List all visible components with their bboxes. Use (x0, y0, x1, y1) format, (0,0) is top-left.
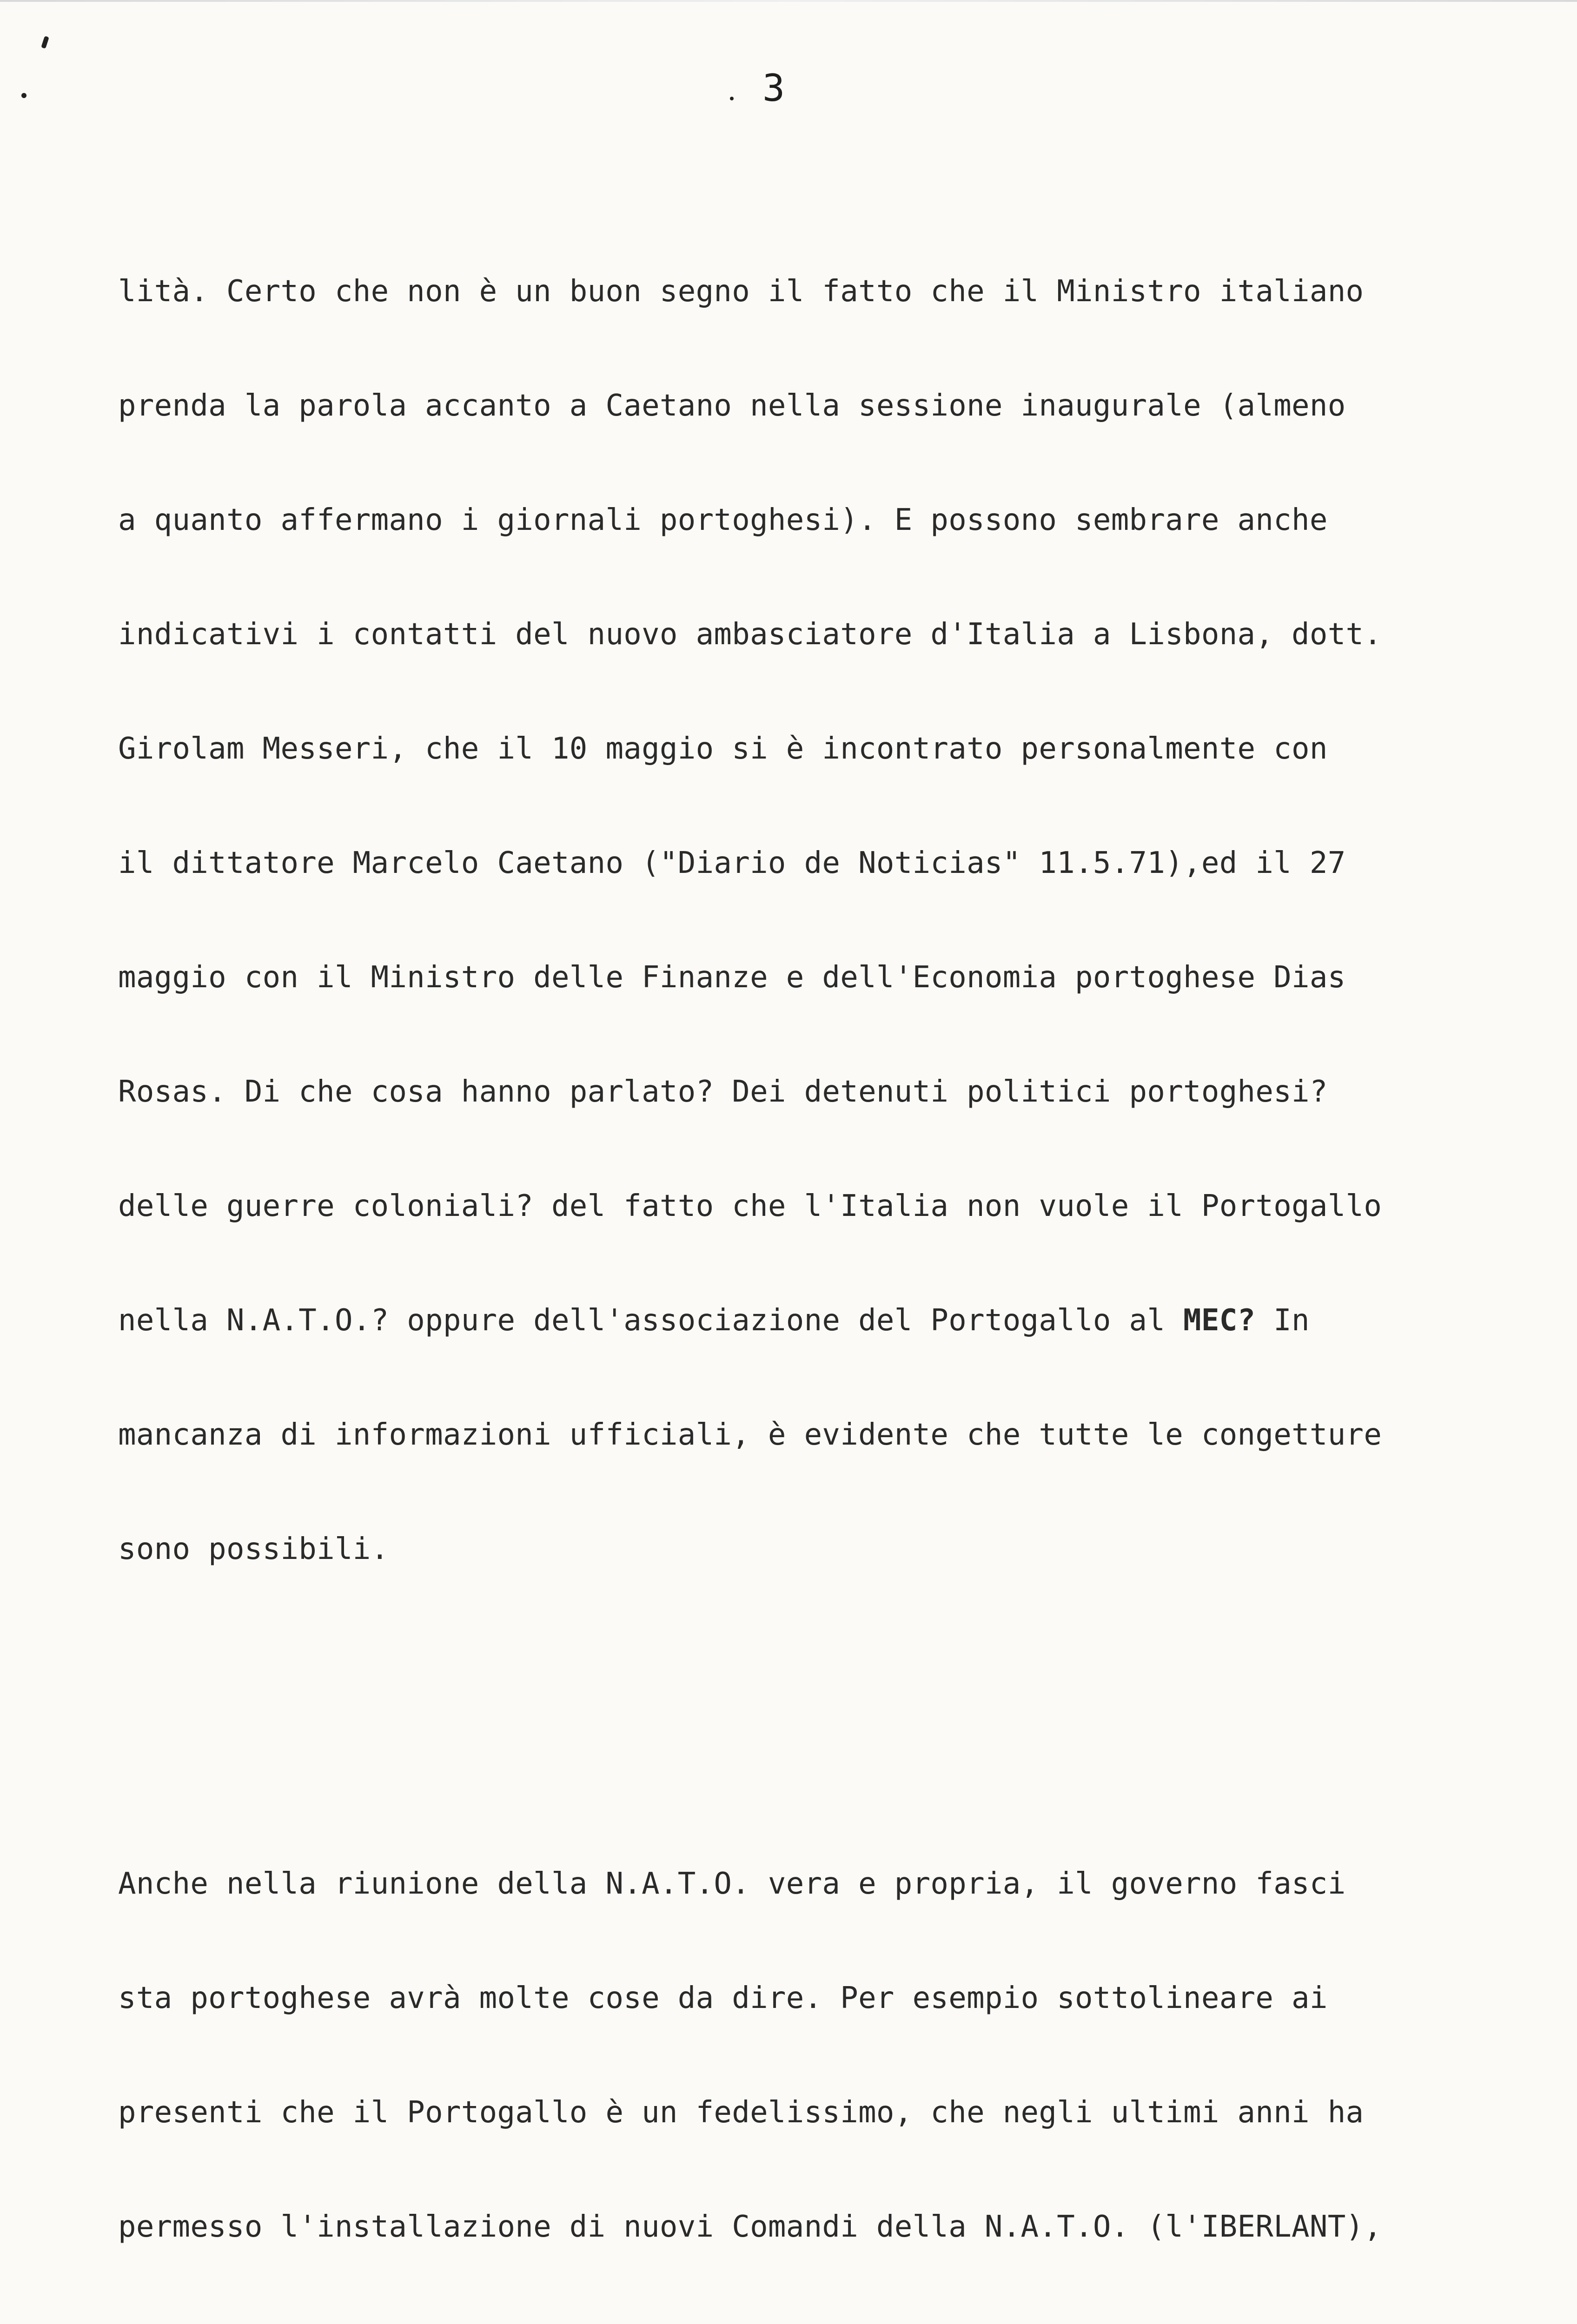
text-line: maggio con il Ministro delle Finanze e dell'Economia portoghese Dias (118, 960, 1346, 995)
paragraph-gap (118, 1683, 1490, 1712)
text-line: a quanto affermano i giornali portoghesi). E possono sembrare anche (118, 503, 1328, 537)
text-line: delle guerre coloniali? del fatto che l'Italia non vuole il Portogallo (118, 1189, 1382, 1223)
typed-text-body (118, 158, 1490, 2324)
text-line: permesso l'installazione di nuovi Comandi della N.A.T.O. (l'IBERLANT), (118, 2210, 1382, 2244)
page-top-edge (0, 0, 1577, 2)
text-line: il dittatore Marcelo Caetano ("Diario de Noticias" 11.5.71),ed il 27 (118, 846, 1346, 880)
ink-mark (41, 36, 49, 49)
ink-dot (730, 97, 734, 100)
text-line: sono possibili. (118, 1532, 389, 1566)
text-line: Girolam Messeri, che il 10 maggio si è incontrato personalmente con (118, 732, 1328, 766)
text-line: nella N.A.T.O.? oppure dell'associazione del Portogallo al MEC? In (118, 1303, 1310, 1338)
text-line: lità. Certo che non è un buon segno il fatto che il Ministro italiano (118, 274, 1364, 309)
text-line: presenti che il Portogallo è un fedelissimo, che negli ultimi anni ha (118, 2095, 1364, 2130)
page-number: 3 (762, 66, 785, 110)
text-line: prenda la parola accanto a Caetano nella sessione inaugurale (almeno (118, 389, 1346, 423)
text-line (118, 2322, 1490, 2324)
text-line: sta portoghese avrà molte cose da dire. Per esempio sottolineare ai (118, 1981, 1328, 2015)
ink-dot (21, 93, 27, 98)
bold-text: MEC? (1183, 1303, 1256, 1338)
text-line: indicativi i contatti del nuovo ambasciatore d'Italia a Lisbona, dott. (118, 617, 1382, 652)
text-line: Anche nella riunione della N.A.T.O. vera e propria, il governo fasci (118, 1867, 1346, 1901)
text-line: Rosas. Di che cosa hanno parlato? Dei detenuti politici portoghesi? (118, 1075, 1328, 1109)
text-line: mancanza di informazioni ufficiali, è evidente che tutte le congetture (118, 1418, 1382, 1452)
